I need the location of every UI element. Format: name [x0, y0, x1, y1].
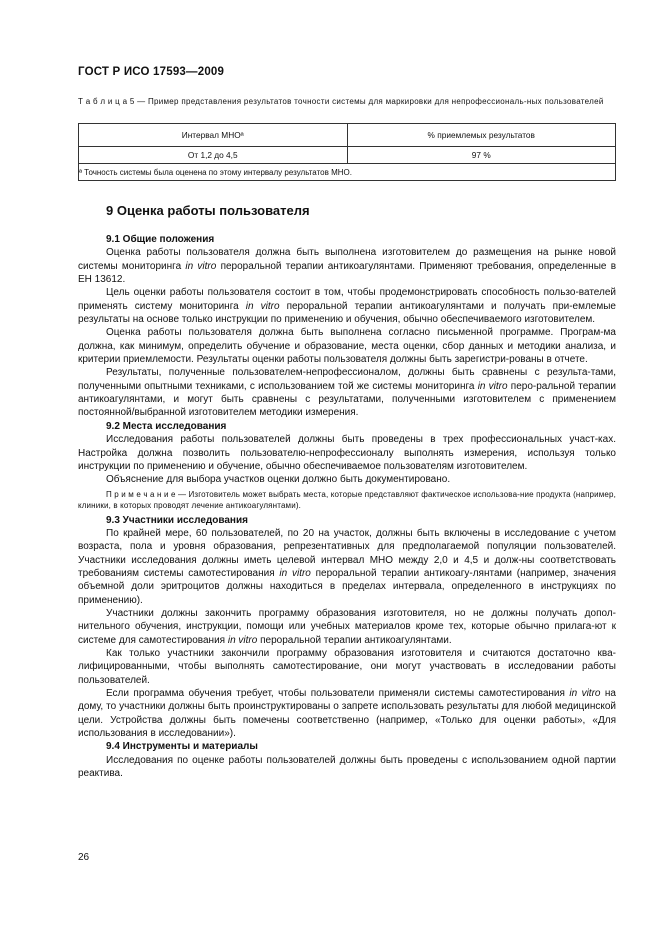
paragraph: Исследования работы пользователей должны быть проведены в трех профессиональных участ-ках. Настройка должна позволить пользователю-непрофессионалу выполнять измерения, используя только инструкции по применению и обучение, обычно обеспечиваемое пользователям изготовителем.	[78, 434, 616, 472]
document-header: ГОСТ Р ИСО 17593—2009	[78, 66, 225, 78]
table-caption: Т а б л и ц а 5 — Пример представления результатов точности системы для маркировки для непрофессиональ-ных пользователей	[78, 97, 604, 106]
table-header-cell: % приемлемых результатов	[347, 124, 616, 147]
body-text	[78, 233, 616, 780]
section-title: 9 Оценка работы пользователя	[106, 203, 310, 218]
subsection-title: 9.2 Места исследования	[106, 420, 227, 432]
paragraph: Исследования по оценке работы пользователей должны быть проведены с использованием одной партии реактива.	[78, 754, 616, 780]
paragraph: По крайней мере, 60 пользователей, по 20 на участок, должны быть включены в исследование с учетом возраста, пола и уровня образования, репрезентативных для предполагаемой популяции пользователей. Участники исследования должны иметь целевой интервал МНО между 2,0 и 4,5 и долж-ны соответствовать требованиям системы самотестирования in vitro пероральной терапии антикоагу-лянтами (например, значения объемной доли эритроцитов должны находиться в пределах интервала, определенного в инструкциях по применению).	[78, 527, 617, 606]
paragraph: Результаты, полученные пользователем-непрофессионалом, должны быть сравнены с результа-тами, полученными опытными техниками, с использованием той же системы мониторинга in vitro перо-ральной терапии антикоагулянтами, и могут быть сравнены с результатами, полученными изготовителем с применением постоянной/выбранной изготовителем методики измерения.	[78, 367, 617, 419]
table-cell: От 1,2 до 4,5	[79, 147, 348, 164]
subsection-title: 9.1 Общие положения	[106, 234, 215, 245]
results-table	[78, 123, 616, 181]
note: П р и м е ч а н и е — Изготовитель может выбрать места, которые представляют фактическое использова-ние продукта (например, клиники, в которых проводят лечение антикоагулянтами).	[78, 489, 616, 511]
table-header-cell: Интервал МНОª	[79, 124, 348, 147]
paragraph: Если программа обучения требует, чтобы пользователи применяли системы самотестирования in vitro на дому, то участники должны быть проинструктированы о запрете использовать результаты для любой медицинской цели. Устройства должны быть помечены соответственно (например, «Только для оценки работы», «Для использования в исследовании»).	[78, 688, 616, 740]
paragraph: Как только участники закончили программу образования изготовителя и считаются достаточно ква-лифицированными, чтобы выполнять самотестирование, они могут участвовать в исследовании работы пользователей.	[78, 647, 616, 686]
paragraph: Оценка работы пользователя должна быть выполнена согласно письменной программе. Програм-ма должна, как минимум, определить обучение и образование, места оценки, сбор данных и методики анализа, и критерии приемлемости. Результаты оценки работы пользователя должны быть зарегистри-рованы в отчете.	[78, 327, 616, 366]
subsection-title: 9.4 Инструменты и материалы	[106, 741, 258, 753]
table-cell: 97 %	[347, 147, 616, 164]
table-footnote: ª Точность системы была оценена по этому интервалу результатов МНО.	[79, 164, 616, 181]
paragraph: Цель оценки работы пользователя состоит в том, чтобы продемонстрировать способность пользо-вателей применять систему мониторинга in vitro пероральной терапии антикоагулянтами и получать при-емлемые результаты на основе только инструкции по применению и обучения, обычно обеспечиваемого изготовителем.	[78, 287, 616, 326]
subsection-title: 9.3 Участники исследования	[106, 514, 248, 526]
paragraph: Оценка работы пользователя должна быть выполнена изготовителем до размещения на рынке новой системы мониторинга in vitro пероральной терапии антикоагулянтами. Применяют требования, определенные в ЕН 13612.	[78, 247, 617, 286]
page-number: 26	[78, 852, 90, 863]
paragraph: Участники должны закончить программу образования изготовителя, но не должны получать допол-нительного обучения, инструкции, помощи или учебных материалов кроме тех, которые обычно прилага-ют к системе для самотестирования in vitro пероральной терапии антикоагулянтами.	[78, 607, 616, 646]
paragraph: Объяснение для выбора участков оценки должно быть документировано.	[106, 474, 451, 486]
